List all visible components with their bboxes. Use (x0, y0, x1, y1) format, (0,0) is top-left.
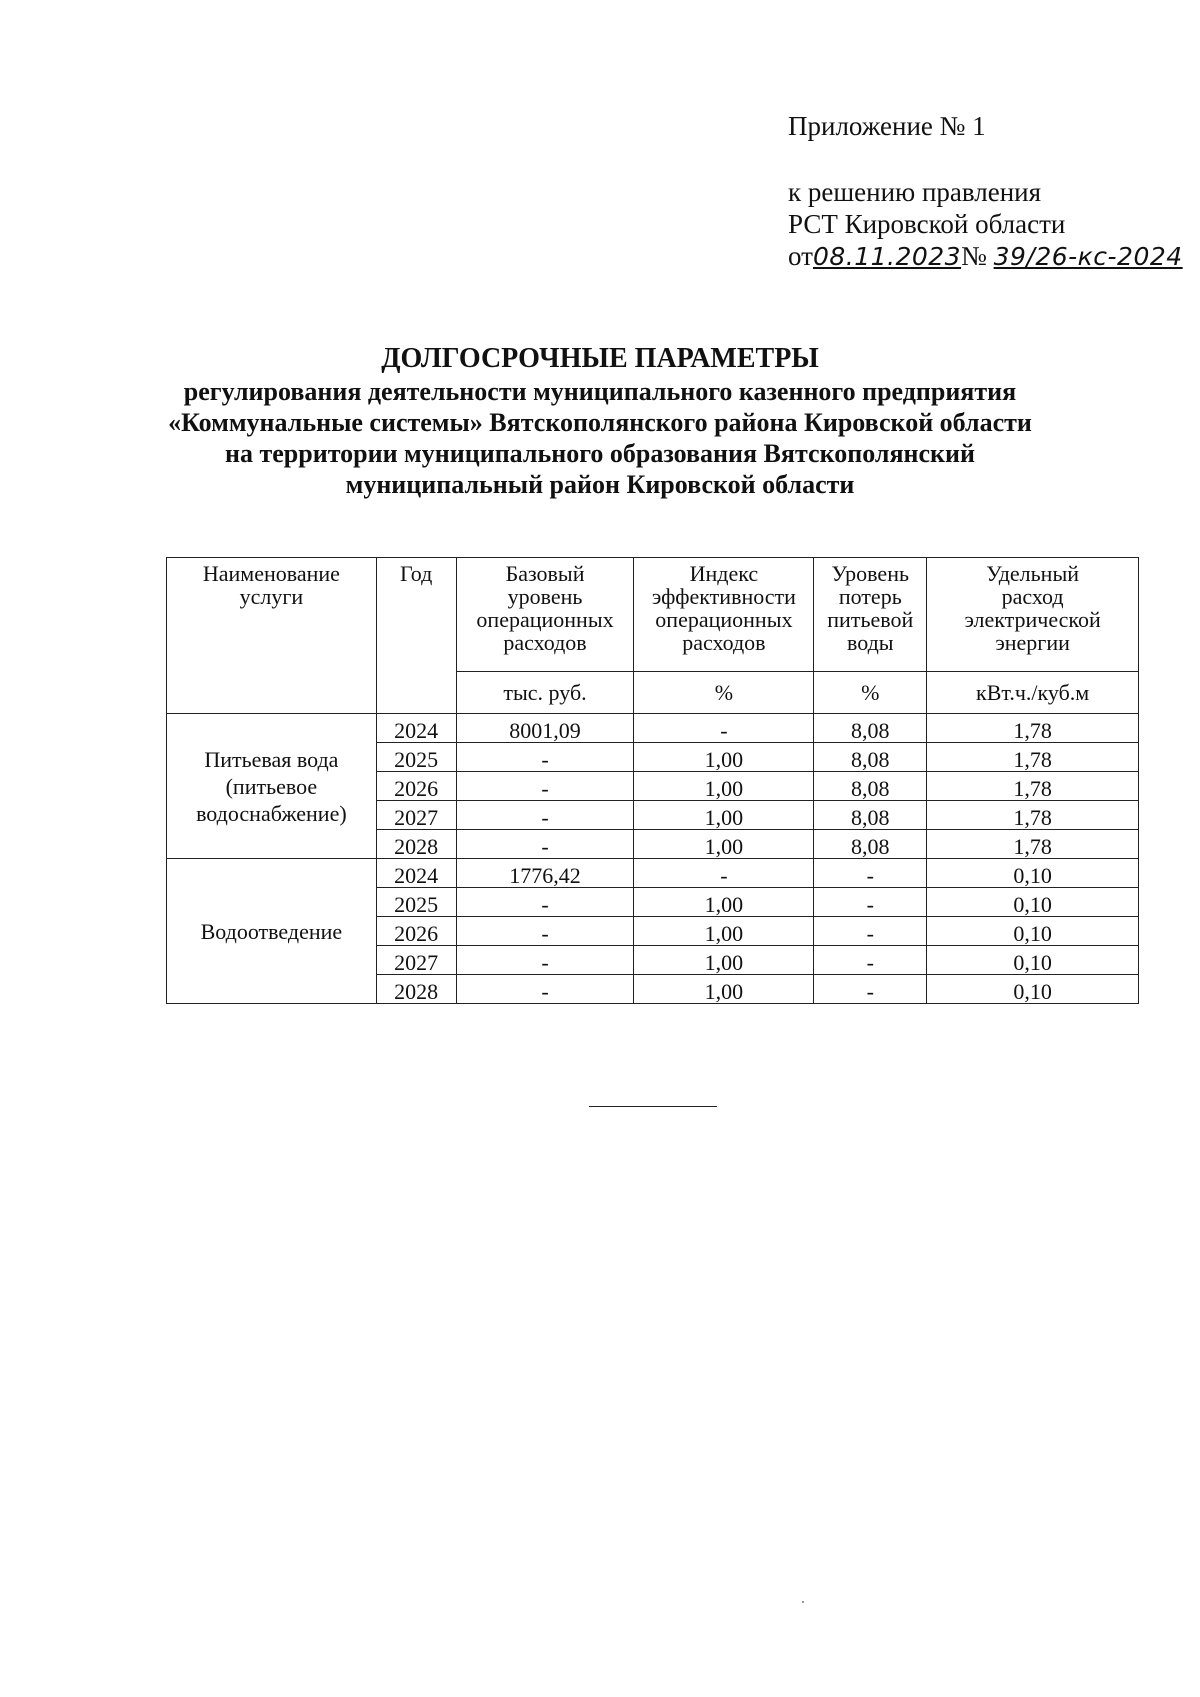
cell-losses: 8,08 (814, 801, 927, 830)
header-water-losses: Уровень потерь питьевой воды (814, 558, 927, 672)
cell-energy: 0,10 (927, 888, 1139, 917)
title-line-1: регулирования деятельности муниципального казенного предприятия (183, 377, 1017, 406)
title-line-2: «Коммунальные системы» Вятскополянского района Кировской области (168, 408, 1032, 437)
cell-base: - (456, 830, 634, 859)
cell-base: - (456, 743, 634, 772)
cell-energy: 1,78 (927, 830, 1139, 859)
cell-base: - (456, 888, 634, 917)
header-year: Год (376, 558, 456, 714)
cell-losses: 8,08 (814, 772, 927, 801)
unit-energy-consumption: кВт.ч./куб.м (927, 672, 1139, 714)
cell-losses: - (814, 975, 927, 1004)
cell-energy: 0,10 (927, 975, 1139, 1004)
scan-speck (802, 1601, 804, 1603)
cell-year: 2027 (376, 801, 456, 830)
appendix-decision-line: к решению правления (788, 177, 1042, 207)
cell-year: 2024 (376, 714, 456, 743)
cell-year: 2025 (376, 888, 456, 917)
cell-energy: 0,10 (927, 917, 1139, 946)
cell-losses: - (814, 917, 927, 946)
cell-base: - (456, 801, 634, 830)
cell-index: 1,00 (634, 917, 814, 946)
cell-base: - (456, 946, 634, 975)
cell-index: - (634, 714, 814, 743)
from-label: от (788, 241, 813, 271)
table-row (167, 714, 1139, 743)
cell-energy: 1,78 (927, 743, 1139, 772)
cell-losses: - (814, 888, 927, 917)
service-wastewater: Водоотведение (167, 859, 377, 1004)
cell-index: 1,00 (634, 946, 814, 975)
cell-base: 8001,09 (456, 714, 634, 743)
decision-number: 39/26-кс-2024 (993, 242, 1183, 271)
document-title (140, 342, 1060, 500)
cell-year: 2026 (376, 772, 456, 801)
decision-date: 08.11.2023 (812, 242, 962, 271)
cell-base: - (456, 772, 634, 801)
cell-losses: - (814, 859, 927, 888)
header-base-cost: Базовый уровень операционных расходов (456, 558, 634, 672)
unit-efficiency-index: % (634, 672, 814, 714)
appendix-number: Приложение № 1 (788, 111, 986, 141)
cell-losses: - (814, 946, 927, 975)
cell-base: 1776,42 (456, 859, 634, 888)
cell-index: 1,00 (634, 772, 814, 801)
cell-energy: 1,78 (927, 714, 1139, 743)
cell-year: 2027 (376, 946, 456, 975)
unit-water-losses: % (814, 672, 927, 714)
cell-index: 1,00 (634, 801, 814, 830)
cell-losses: 8,08 (814, 714, 927, 743)
header-energy-consumption: Удельный расход электрической энергии (927, 558, 1139, 672)
cell-index: 1,00 (634, 888, 814, 917)
title-line-3: на территории муниципального образования Вятскополянский (225, 439, 975, 468)
title-main: ДОЛГОСРОЧНЫЕ ПАРАМЕТРЫ (381, 343, 819, 374)
cell-year: 2025 (376, 743, 456, 772)
header-efficiency-index: Индекс эффективности операционных расходов (634, 558, 814, 672)
cell-index: 1,00 (634, 975, 814, 1004)
cell-index: 1,00 (634, 830, 814, 859)
cell-energy: 0,10 (927, 859, 1139, 888)
cell-year: 2028 (376, 975, 456, 1004)
number-label: № (961, 241, 987, 271)
cell-index: - (634, 859, 814, 888)
cell-losses: 8,08 (814, 743, 927, 772)
header-service: Наименование услуги (167, 558, 377, 714)
title-line-4: муниципальный район Кировской области (345, 470, 855, 499)
cell-base: - (456, 917, 634, 946)
appendix-block (788, 110, 1183, 273)
service-drinking-water: Питьевая вода (питьевое водоснабжение) (167, 714, 377, 859)
cell-energy: 0,10 (927, 946, 1139, 975)
closing-divider (589, 1106, 717, 1107)
cell-losses: 8,08 (814, 830, 927, 859)
cell-index: 1,00 (634, 743, 814, 772)
parameters-table (166, 557, 1139, 1004)
cell-base: - (456, 975, 634, 1004)
cell-energy: 1,78 (927, 801, 1139, 830)
cell-energy: 1,78 (927, 772, 1139, 801)
cell-year: 2024 (376, 859, 456, 888)
appendix-date-line (788, 240, 1183, 273)
cell-year: 2026 (376, 917, 456, 946)
table-row (167, 859, 1139, 888)
unit-base-cost: тыс. руб. (456, 672, 634, 714)
appendix-authority-line: РСТ Кировской области (788, 209, 1066, 239)
cell-year: 2028 (376, 830, 456, 859)
